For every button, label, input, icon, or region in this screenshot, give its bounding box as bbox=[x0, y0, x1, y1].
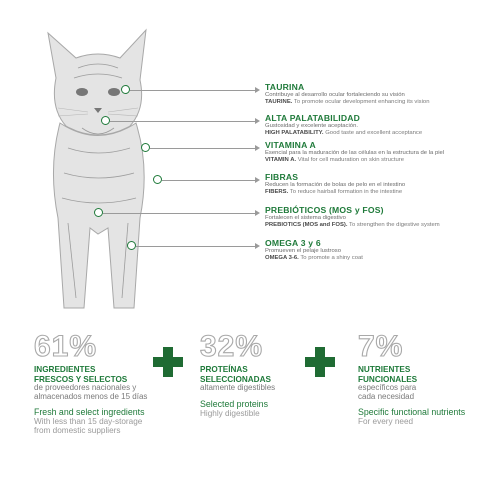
benefit-title: OMEGA 3 y 6 bbox=[265, 238, 321, 248]
callout-line bbox=[130, 90, 255, 91]
stat-ingredientes bbox=[34, 330, 164, 435]
callout-dot bbox=[94, 208, 103, 217]
stat-heading: FUNCIONALES bbox=[358, 375, 418, 384]
benefit-en: VITAMIN A. Vital for cell maduration on skin structure bbox=[265, 156, 405, 163]
stat-heading: NUTRIENTES bbox=[358, 365, 411, 374]
benefit-omega bbox=[265, 238, 500, 262]
benefit-es: Contribuye al desarrollo ocular fortaleciendo su visión bbox=[265, 92, 405, 98]
stat-nutrientes bbox=[358, 330, 493, 426]
benefit-title: VITAMINA A bbox=[265, 140, 316, 150]
arrow-icon bbox=[255, 118, 260, 124]
stat-subtext: de proveedores nacionales y bbox=[34, 383, 137, 392]
stat-heading: FRESCOS Y SELECTOS bbox=[34, 375, 128, 384]
benefit-title: ALTA PALATABILIDAD bbox=[265, 113, 361, 123]
stat-subtext: almacenados menos de 15 días bbox=[34, 391, 148, 401]
benefit-fibras bbox=[265, 172, 500, 196]
callout-line bbox=[103, 213, 255, 214]
benefit-taurina bbox=[265, 82, 500, 106]
stat-percent: 61% bbox=[34, 330, 98, 363]
stat-subtext: cada necesidad bbox=[358, 391, 415, 401]
arrow-icon bbox=[255, 210, 260, 216]
callout-line bbox=[136, 246, 255, 247]
benefit-prebioticos bbox=[265, 205, 500, 229]
stat-proteinas bbox=[200, 330, 310, 418]
callout-dot bbox=[127, 241, 136, 250]
stat-subtext: específicos para bbox=[358, 383, 417, 392]
benefit-vitamina-a bbox=[265, 140, 500, 164]
benefit-es: Esencial para la maduración de las células en la estructura de la piel bbox=[265, 150, 445, 156]
benefit-en: FIBERS. To reduce hairball formation in the intestine bbox=[265, 188, 403, 195]
benefit-en: PREBIOTICS (MOS and FOS). To strengthen the digestive system bbox=[265, 221, 440, 228]
stat-percent: 32% bbox=[200, 330, 264, 363]
arrow-icon bbox=[255, 243, 260, 249]
benefit-es: Gustosidad y excelente aceptación. bbox=[265, 123, 358, 129]
arrow-icon bbox=[255, 87, 260, 93]
stat-en-subtext: Highly digestible bbox=[200, 408, 260, 418]
stat-subtext: altamente digestibles bbox=[200, 383, 276, 392]
callout-line bbox=[162, 180, 255, 181]
stat-heading: PROTEÍNAS bbox=[200, 365, 248, 374]
callout-dot bbox=[153, 175, 162, 184]
benefit-en: TAURINE. To promote ocular development enhancing its vision bbox=[265, 98, 430, 105]
stat-en-subtext: With less than 15 day-storage bbox=[34, 417, 143, 426]
arrow-icon bbox=[255, 177, 260, 183]
callout-line bbox=[150, 148, 255, 149]
stat-en-subtext: from domestic suppliers bbox=[34, 426, 121, 435]
benefit-es: Reducen la formación de bolas de pelo en el intestino bbox=[265, 182, 406, 188]
stat-heading: INGREDIENTES bbox=[34, 365, 96, 374]
stat-percent: 7% bbox=[358, 330, 404, 363]
benefit-title: PREBIÓTICOS (MOS y FOS) bbox=[265, 205, 384, 215]
plus-icon bbox=[305, 347, 335, 377]
stat-en-heading: Specific functional nutrients bbox=[358, 407, 466, 417]
plus-icon bbox=[153, 347, 183, 377]
stat-en-heading: Fresh and select ingredients bbox=[34, 407, 145, 417]
benefit-title: FIBRAS bbox=[265, 172, 299, 182]
benefit-alta-palatabilidad bbox=[265, 113, 500, 137]
benefit-es: Fortalecen el sistema digestivo bbox=[265, 215, 346, 221]
stat-heading: SELECCIONADAS bbox=[200, 375, 271, 384]
callout-dot bbox=[121, 85, 130, 94]
benefit-es: Promueven el pelaje lustroso bbox=[265, 248, 341, 254]
callout-line bbox=[110, 121, 255, 122]
benefit-en: HIGH PALATABILITY. Good taste and excellent acceptance bbox=[265, 129, 423, 136]
benefit-title: TAURINA bbox=[265, 82, 305, 92]
callout-dot bbox=[141, 143, 150, 152]
arrow-icon bbox=[255, 145, 260, 151]
callout-dot bbox=[101, 116, 110, 125]
benefit-en: OMEGA 3-6. To promote a shiny coat bbox=[265, 254, 363, 261]
stat-en-subtext: For every need bbox=[358, 417, 414, 426]
stat-en-heading: Selected proteins bbox=[200, 398, 268, 409]
